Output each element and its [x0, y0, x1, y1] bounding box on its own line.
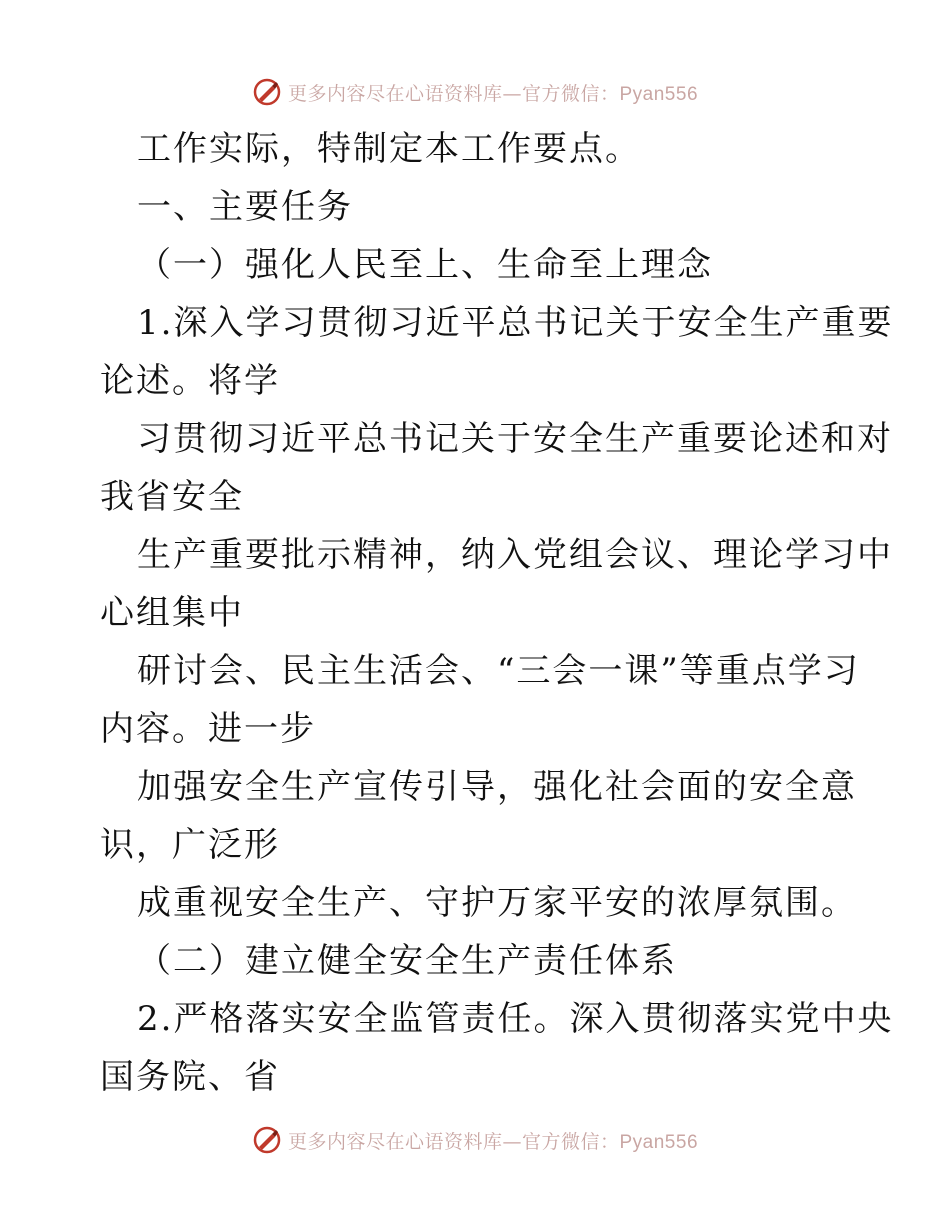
body-line: 2.严格落实安全监管责任。深入贯彻落实党中央: [137, 999, 894, 1039]
pen-logo-icon: [252, 77, 282, 107]
subsection-heading: （二）建立健全安全生产责任体系: [137, 941, 677, 981]
footer-watermark-banner: [0, 1120, 950, 1160]
subsection-heading: （一）强化人民至上、生命至上理念: [137, 245, 713, 285]
body-line: 成重视安全生产、守护万家平安的浓厚氛围。: [137, 883, 857, 923]
body-line: 内容。进一步: [100, 709, 316, 749]
header-watermark-banner: [0, 72, 950, 112]
pen-logo-icon: [252, 1125, 282, 1155]
watermark-text: 更多内容尽在心语资料库—官方微信：Pyan556: [287, 1130, 699, 1153]
body-line: 研讨会、民主生活会、“三会一课”等重点学习: [137, 651, 860, 691]
body-line: 1.深入学习贯彻习近平总书记关于安全生产重要: [137, 303, 894, 343]
body-line: 工作实际，特制定本工作要点。: [137, 129, 641, 169]
body-line: 识，广泛形: [100, 825, 280, 865]
body-line: 生产重要批示精神，纳入党组会议、理论学习中: [137, 535, 893, 575]
body-line: 我省安全: [100, 477, 244, 517]
body-line: 国务院、省: [100, 1057, 280, 1097]
body-line: 心组集中: [100, 593, 244, 633]
body-line: 加强安全生产宣传引导，强化社会面的安全意: [137, 767, 857, 807]
section-heading: 一、主要任务: [137, 187, 353, 227]
body-line: 论述。将学: [100, 361, 280, 401]
body-line: 习贯彻习近平总书记关于安全生产重要论述和对: [137, 419, 893, 459]
watermark-text: 更多内容尽在心语资料库—官方微信：Pyan556: [287, 82, 699, 105]
